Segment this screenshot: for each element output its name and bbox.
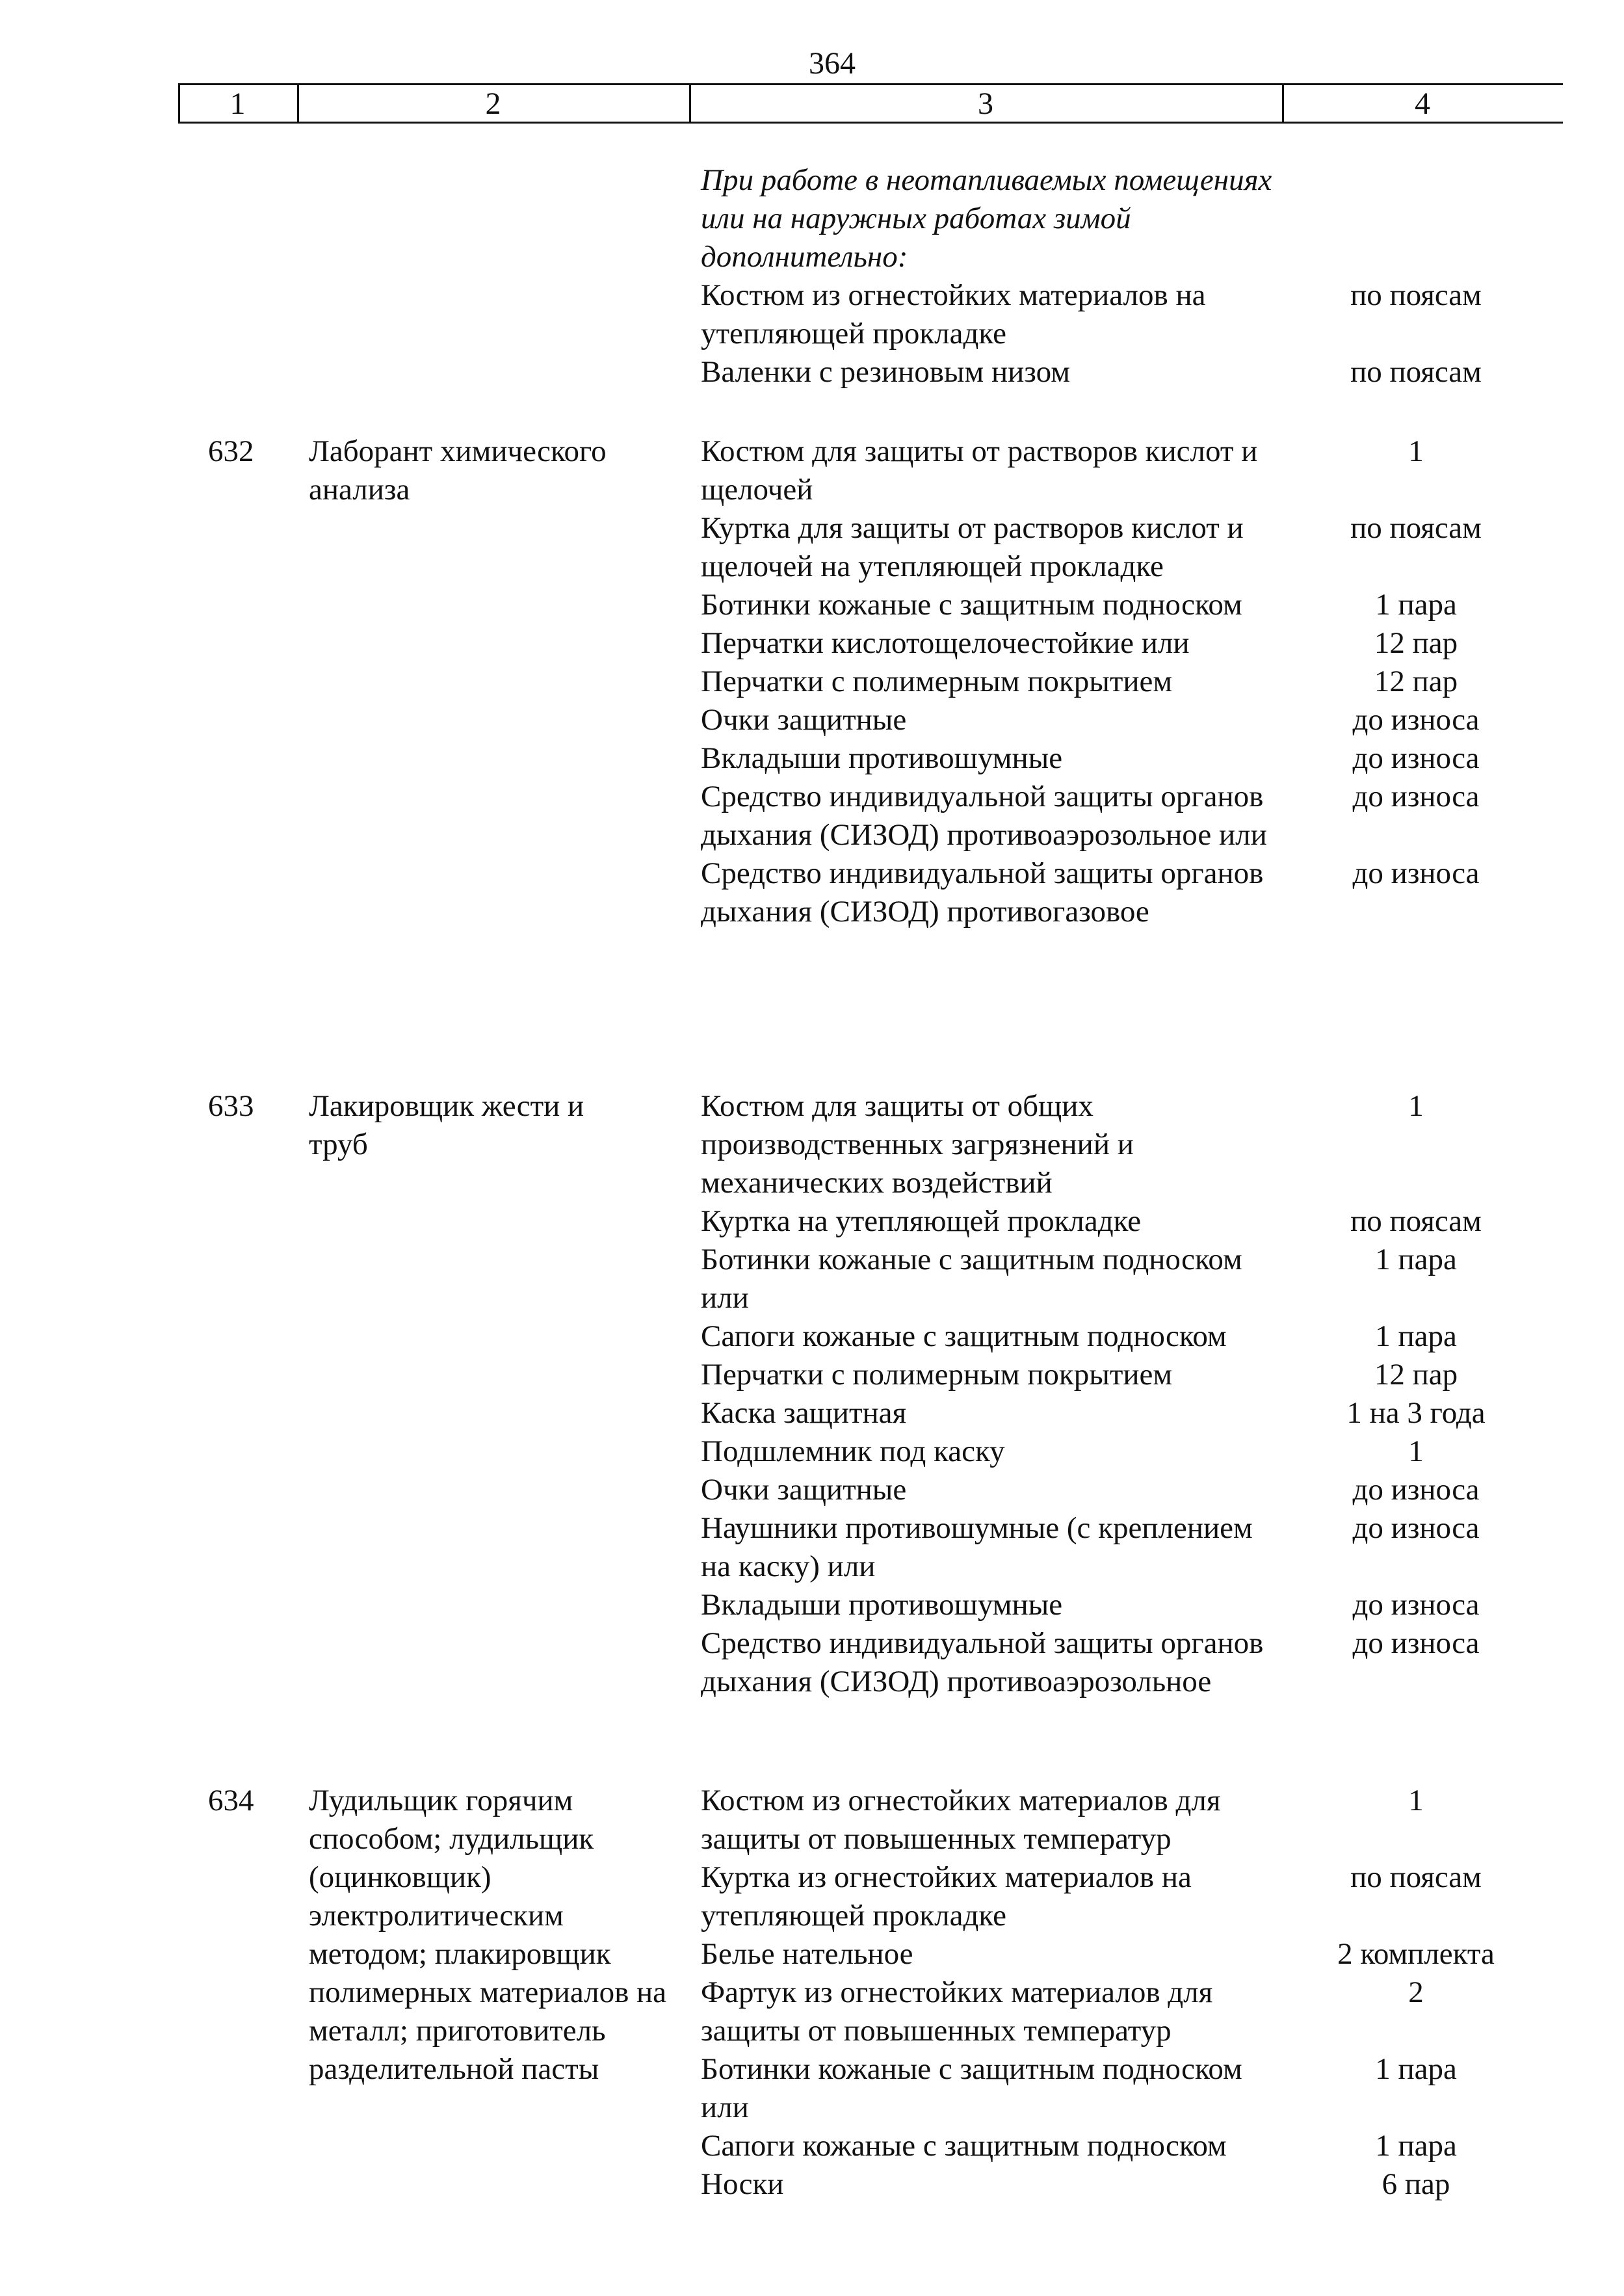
ppe-items <box>701 432 1482 931</box>
column-header-1: 1 <box>229 86 246 121</box>
item-name: Сапоги кожаные с защитным подноском <box>701 1319 1227 1353</box>
list-item <box>701 1241 1457 1317</box>
item-name: Костюм для защиты от растворов кислот и щелочей <box>701 434 1258 507</box>
list-item <box>701 739 1480 778</box>
item-name: Перчатки с полимерным покрытием <box>701 1358 1173 1392</box>
list-item <box>701 432 1424 509</box>
winter-note: При работе в неотапливаемых помещениях или на наружных работах зимой дополнительно: <box>701 163 1272 274</box>
list-item <box>701 2165 1450 2204</box>
item-name: Наушники противошумные (с креплением на каску) или <box>701 1511 1253 1583</box>
list-item <box>701 1317 1457 1356</box>
item-name: Перчатки кислотощелочестойкие или <box>701 626 1190 660</box>
list-item <box>701 2050 1457 2127</box>
item-name: Костюм из огнестойких материалов на утепляющей прокладке <box>701 278 1206 350</box>
item-norm: до износа <box>1352 703 1480 737</box>
item-name: Вкладыши противошумные <box>701 741 1063 775</box>
list-item <box>701 586 1457 624</box>
item-name: Куртка для защиты от растворов кислот и щелочей на утепляющей прокладке <box>701 511 1244 583</box>
profession-name: Лаборант химического анализа <box>309 434 607 507</box>
item-norm: 2 <box>1408 1975 1424 2009</box>
item-norm: по поясам <box>1350 355 1482 389</box>
item-norm: 1 пара <box>1375 2052 1457 2086</box>
list-item <box>701 1087 1424 1202</box>
column-header-4: 4 <box>1415 86 1430 121</box>
list-item <box>701 1858 1482 1935</box>
list-item <box>701 509 1482 586</box>
ppe-items <box>701 1782 1495 2204</box>
item-norm: 1 пара <box>1375 1319 1457 1353</box>
item-norm: 1 <box>1408 1434 1424 1468</box>
list-item <box>701 1432 1424 1471</box>
list-item <box>701 1471 1480 1509</box>
list-item <box>701 1624 1480 1701</box>
row-number: 633 <box>208 1089 254 1123</box>
item-name: Средство индивидуальной защиты органов дыхания (СИЗОД) противогазовое <box>701 856 1264 929</box>
column-header-2: 2 <box>485 86 501 121</box>
column-header-row <box>178 83 1563 124</box>
list-item <box>701 1973 1424 2050</box>
item-norm: 1 <box>1408 434 1424 468</box>
item-name: Средство индивидуальной защиты органов дыхания (СИЗОД) противоаэрозольное или <box>701 780 1267 852</box>
item-norm: 2 комплекта <box>1337 1937 1495 1971</box>
list-item <box>701 1509 1480 1586</box>
item-name: Белье нательное <box>701 1937 913 1971</box>
page-number: 364 <box>809 46 856 81</box>
item-norm: до износа <box>1352 856 1480 890</box>
list-item <box>701 1202 1482 1241</box>
item-norm: по поясам <box>1350 1860 1482 1894</box>
intro-items <box>701 161 1482 391</box>
item-norm: 12 пар <box>1374 626 1458 660</box>
row-number: 632 <box>208 434 254 468</box>
item-name: Подшлемник под каску <box>701 1434 1005 1468</box>
item-norm: 1 <box>1408 1089 1424 1123</box>
list-item <box>701 1586 1480 1624</box>
list-item <box>701 1356 1458 1394</box>
list-item <box>701 1394 1486 1432</box>
item-name: Средство индивидуальной защиты органов дыхания (СИЗОД) противоаэрозольное <box>701 1626 1264 1698</box>
item-name: Ботинки кожаные с защитным подноском или <box>701 1243 1242 1315</box>
item-norm: 1 пара <box>1375 588 1457 622</box>
list-item <box>701 276 1482 353</box>
item-name: Очки защитные <box>701 703 907 737</box>
list-item <box>701 701 1480 739</box>
item-norm: 1 пара <box>1375 1243 1457 1276</box>
list-item <box>701 778 1480 854</box>
item-norm: до износа <box>1352 1511 1480 1545</box>
item-norm: 1 на 3 года <box>1346 1396 1486 1430</box>
item-name: Куртка из огнестойких материалов на утепляющей прокладке <box>701 1860 1192 1933</box>
list-item <box>701 2127 1457 2165</box>
list-item <box>701 353 1482 391</box>
list-item <box>701 1935 1495 1973</box>
item-name: Каска защитная <box>701 1396 907 1430</box>
item-name: Ботинки кожаные с защитным подноском <box>701 588 1242 622</box>
item-norm: по поясам <box>1350 1204 1482 1238</box>
item-norm: 6 пар <box>1382 2167 1450 2201</box>
list-item <box>701 624 1458 663</box>
item-name: Костюм для защиты от общих производственных загрязнений и механических воздействий <box>701 1089 1134 1200</box>
item-name: Куртка на утепляющей прокладке <box>701 1204 1142 1238</box>
profession-name: Лудильщик горячим способом; лудильщик (оцинковщик) электролитическим методом; плакировщик полимерных материалов на металл; приготовитель разделительной пасты <box>309 1784 667 2086</box>
item-name: Фартук из огнестойких материалов для защиты от повышенных температур <box>701 1975 1213 2048</box>
list-item <box>701 663 1458 701</box>
item-name: Валенки с резиновым низом <box>701 355 1070 389</box>
list-item <box>701 1782 1424 1858</box>
item-norm: до износа <box>1352 741 1480 775</box>
item-name: Сапоги кожаные с защитным подноском <box>701 2129 1227 2163</box>
item-name: Вкладыши противошумные <box>701 1588 1063 1622</box>
item-norm: 1 пара <box>1375 2129 1457 2163</box>
item-norm: до износа <box>1352 780 1480 813</box>
item-name: Перчатки с полимерным покрытием <box>701 665 1173 698</box>
item-name: Очки защитные <box>701 1473 907 1507</box>
item-name: Ботинки кожаные с защитным подноском или <box>701 2052 1242 2124</box>
item-norm: до износа <box>1352 1473 1480 1507</box>
column-header-3: 3 <box>978 86 993 121</box>
profession-name: Лакировщик жести и труб <box>309 1089 584 1161</box>
item-name: Носки <box>701 2167 784 2201</box>
item-norm: до износа <box>1352 1626 1480 1660</box>
item-norm: 1 <box>1408 1784 1424 1817</box>
item-norm: по поясам <box>1350 278 1482 312</box>
row-number: 634 <box>208 1784 254 1817</box>
item-norm: до износа <box>1352 1588 1480 1622</box>
list-item <box>701 854 1480 931</box>
item-norm: по поясам <box>1350 511 1482 545</box>
item-name: Костюм из огнестойких материалов для защиты от повышенных температур <box>701 1784 1221 1856</box>
ppe-items <box>701 1087 1486 1701</box>
item-norm: 12 пар <box>1374 1358 1458 1392</box>
item-norm: 12 пар <box>1374 665 1458 698</box>
